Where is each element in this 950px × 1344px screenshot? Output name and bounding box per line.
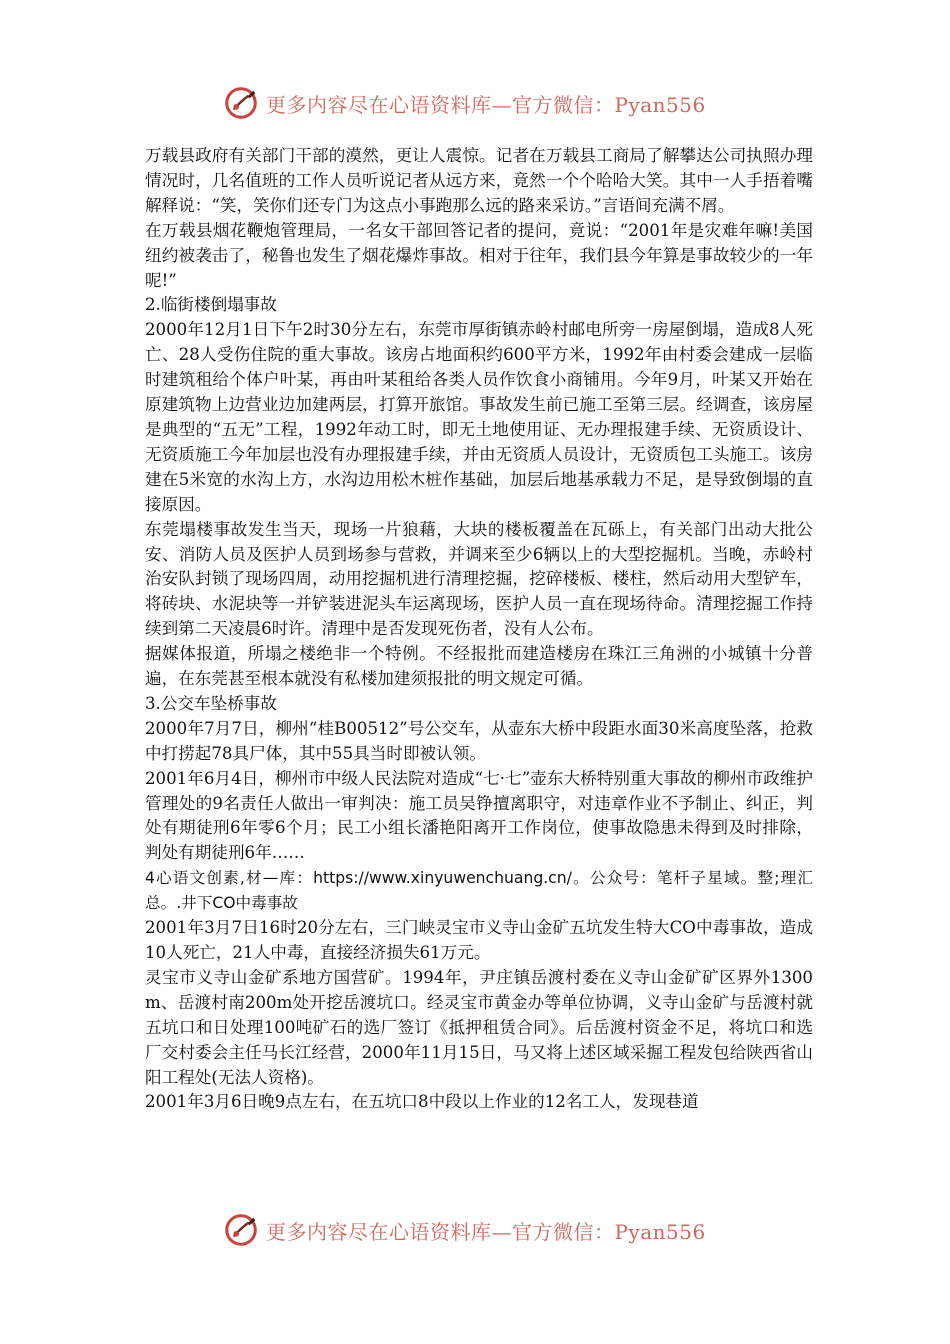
paragraph: 2000年12月1日下午2时30分左右，东莞市厚街镇赤岭村邮电所旁一房屋倒塌，造成8人死亡、28人受伤住院的重大事故。该房占地面积约600平方米，1992年由村委会建成一层临时建筑租给个体户叶某，再由叶某租给各类人员作饮食小商铺用。今年9月，叶某又开始在原建筑物上边营业边加建两层，打算开旅馆。事故发生前已施工至第三层。经调查，该房屋是典型的“五无”工程，1992年动工时，即无土地使用证、无办理报建手续、无资质设计、无资质施工今年加层也没有办理报建手续，并由无资质人员设计，无资质包工头施工。该房建在5米宽的水沟上方，水沟边用松木桩作基础，加层后地基承载力不足，是导致倒塌的直接原因。 [145,320,813,514]
pen-circle-logo-icon [222,1211,260,1249]
pen-circle-logo-icon [222,84,260,122]
paragraph: 灵宝市义寺山金矿系地方国营矿。1994年，尹庄镇岳渡村委在义寺山金矿矿区界外1300m、岳渡村南200m处开挖岳渡坑口。经灵宝市黄金办等单位协调，义寺山金矿与岳渡村就五坑口和日处理100吨矿石的选厂签订《抵押租赁合同》。后岳渡村资金不足，将坑口和选厂交村委会主任马长江经营，2000年11月15日，马又将上述区域采掘工程发包给陕西省山阳工程处(无法人资格)。 [145,967,813,1087]
section-heading-watermark: 4心语文创素,材—库：https://www.xinyuwenchuang.cn/。公众号：笔杆子星域。整;理汇总。.井下CO中毒事故 [145,869,813,913]
paragraph: 万载县政府有关部门干部的漠然，更让人震惊。记者在万载县工商局了解攀达公司执照办理情况时，几名值班的工作人员听说记者从远方来，竟然一个个哈哈大笑。其中一人手捂着嘴解释说：“笑，笑你们还专门为这点小事跑那么远的路来采访。”言语间充满不屑。 [145,146,813,215]
section-heading: 3.公交车坠桥事故 [145,693,277,713]
paragraph: 在万载县烟花鞭炮管理局，一名女干部回答记者的提问，竟说：“2001年是灾难年嘛!美国纽约被袭击了，秘鲁也发生了烟花爆炸事故。相对于往年，我们县今年算是事故较少的一年呢!” [145,220,813,290]
paragraph: 2001年6月4日，柳州市中级人民法院对造成“七·七”壶东大桥特别重大事故的柳州市政维护管理处的9名责任人做出一审判决：施工员吴铮擅离职守，对违章作业不予制止、纠正，判处有期徒刑6年零6个月；民工小组长潘艳阳离开工作岗位，使事故隐患未得到及时排除，判处有期徒刑6年…… [145,768,813,863]
paragraph: 据媒体报道，所塌之楼绝非一个特例。不经报批而建造楼房在珠江三角洲的小城镇十分普遍，在东莞甚至根本就没有私楼加建须报批的明文规定可循。 [145,644,813,689]
header-banner-text: 更多内容尽在心语资料库—官方微信：Pyan556 [266,92,706,117]
footer-banner [222,1210,706,1250]
document-body [145,144,813,1115]
header-banner [222,83,706,123]
paragraph: 2000年7月7日，柳州“桂B00512”号公交车，从壶东大桥中段距水面30米高度坠落，抢救中打捞起78具尸体，其中55具当时即被认领。 [145,718,813,763]
section-heading: 2.临街楼倒塌事故 [145,295,277,315]
footer-banner-text: 更多内容尽在心语资料库—官方微信：Pyan556 [266,1219,706,1244]
paragraph: 2001年3月7日16时20分左右，三门峡灵宝市义寺山金矿五坑发生特大CO中毒事故，造成10人死亡，21人中毒，直接经济损失61万元。 [145,918,813,962]
paragraph: 东莞塌楼事故发生当天，现场一片狼藉，大块的楼板覆盖在瓦砾上，有关部门出动大批公安、消防人员及医护人员到场参与营救，并调来至少6辆以上的大型挖掘机。当晚，赤岭村治安队封锁了现场四周，动用挖掘机进行清理挖掘，挖碎楼板、楼柱，然后动用大型铲车，将砖块、水泥块等一并铲装进泥头车运离现场，医护人员一直在现场待命。清理挖掘工作持续到第二天凌晨6时许。清理中是否发现死伤者，没有人公布。 [145,519,813,639]
paragraph: 2001年3月6日晚9点左右，在五坑口8中段以上作业的12名工人，发现巷道 [145,1092,699,1112]
